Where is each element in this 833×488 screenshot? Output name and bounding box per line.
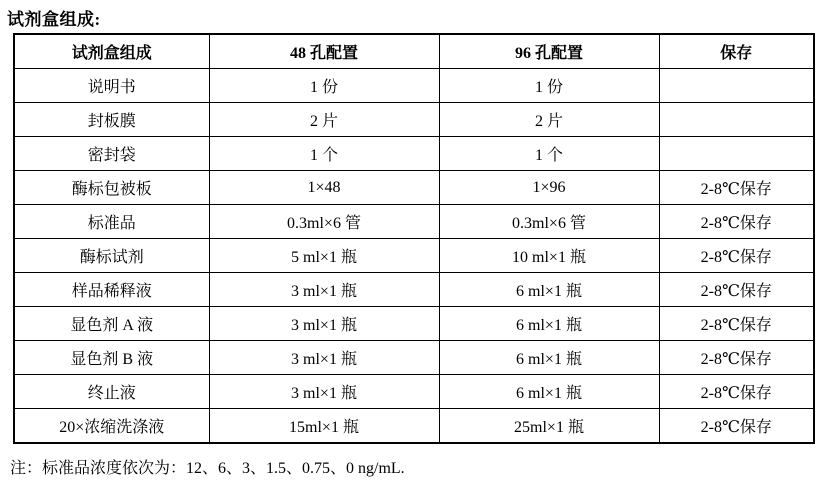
component-cell: 样品稀释液 [14,273,209,307]
config48-cell: 1 个 [209,137,439,171]
table-row [14,205,814,239]
component-cell: 显色剂 B 液 [14,341,209,375]
config48-cell: 3 ml×1 瓶 [209,341,439,375]
config96-cell: 6 ml×1 瓶 [439,307,659,341]
config48-cell: 2 片 [209,103,439,137]
component-cell: 封板膜 [14,103,209,137]
config96-cell: 1×96 [439,171,659,205]
footnote: 注：标准品浓度依次为：12、6、3、1.5、0.75、0 ng/mL. [10,460,405,477]
config48-cell: 3 ml×1 瓶 [209,273,439,307]
table-row [14,103,814,137]
column-header-component: 试剂盒组成 [14,34,209,69]
storage-cell [659,137,814,171]
config48-cell: 0.3ml×6 管 [209,205,439,239]
component-cell: 终止液 [14,375,209,409]
component-cell: 显色剂 A 液 [14,307,209,341]
table-row [14,69,814,103]
storage-cell: 2-8℃保存 [659,239,814,273]
component-cell: 标准品 [14,205,209,239]
table-row [14,239,814,273]
storage-cell [659,69,814,103]
storage-cell: 2-8℃保存 [659,375,814,409]
config48-cell: 3 ml×1 瓶 [209,375,439,409]
config96-cell: 10 ml×1 瓶 [439,239,659,273]
config48-cell: 5 ml×1 瓶 [209,239,439,273]
storage-cell: 2-8℃保存 [659,273,814,307]
config48-cell: 3 ml×1 瓶 [209,307,439,341]
config48-cell: 15ml×1 瓶 [209,409,439,444]
config96-cell: 1 份 [439,69,659,103]
config48-cell: 1 份 [209,69,439,103]
table-header-row [14,34,814,69]
config96-cell: 6 ml×1 瓶 [439,273,659,307]
table-row [14,341,814,375]
config96-cell: 6 ml×1 瓶 [439,375,659,409]
component-cell: 酶标包被板 [14,171,209,205]
section-title: 试剂盒组成: [7,10,101,29]
table-row [14,375,814,409]
column-header-96-well: 96 孔配置 [439,34,659,69]
component-cell: 说明书 [14,69,209,103]
table-row [14,171,814,205]
storage-cell: 2-8℃保存 [659,205,814,239]
component-cell: 密封袋 [14,137,209,171]
component-cell: 酶标试剂 [14,239,209,273]
config96-cell: 25ml×1 瓶 [439,409,659,444]
table-row [14,273,814,307]
config96-cell: 0.3ml×6 管 [439,205,659,239]
storage-cell: 2-8℃保存 [659,307,814,341]
table-row [14,409,814,444]
storage-cell [659,103,814,137]
storage-cell: 2-8℃保存 [659,409,814,444]
config96-cell: 6 ml×1 瓶 [439,341,659,375]
storage-cell: 2-8℃保存 [659,341,814,375]
column-header-48-well: 48 孔配置 [209,34,439,69]
storage-cell: 2-8℃保存 [659,171,814,205]
config48-cell: 1×48 [209,171,439,205]
kit-composition-table [13,33,815,444]
table-row [14,137,814,171]
column-header-storage: 保存 [659,34,814,69]
component-cell: 20×浓缩洗涤液 [14,409,209,444]
table-row [14,307,814,341]
config96-cell: 1 个 [439,137,659,171]
config96-cell: 2 片 [439,103,659,137]
